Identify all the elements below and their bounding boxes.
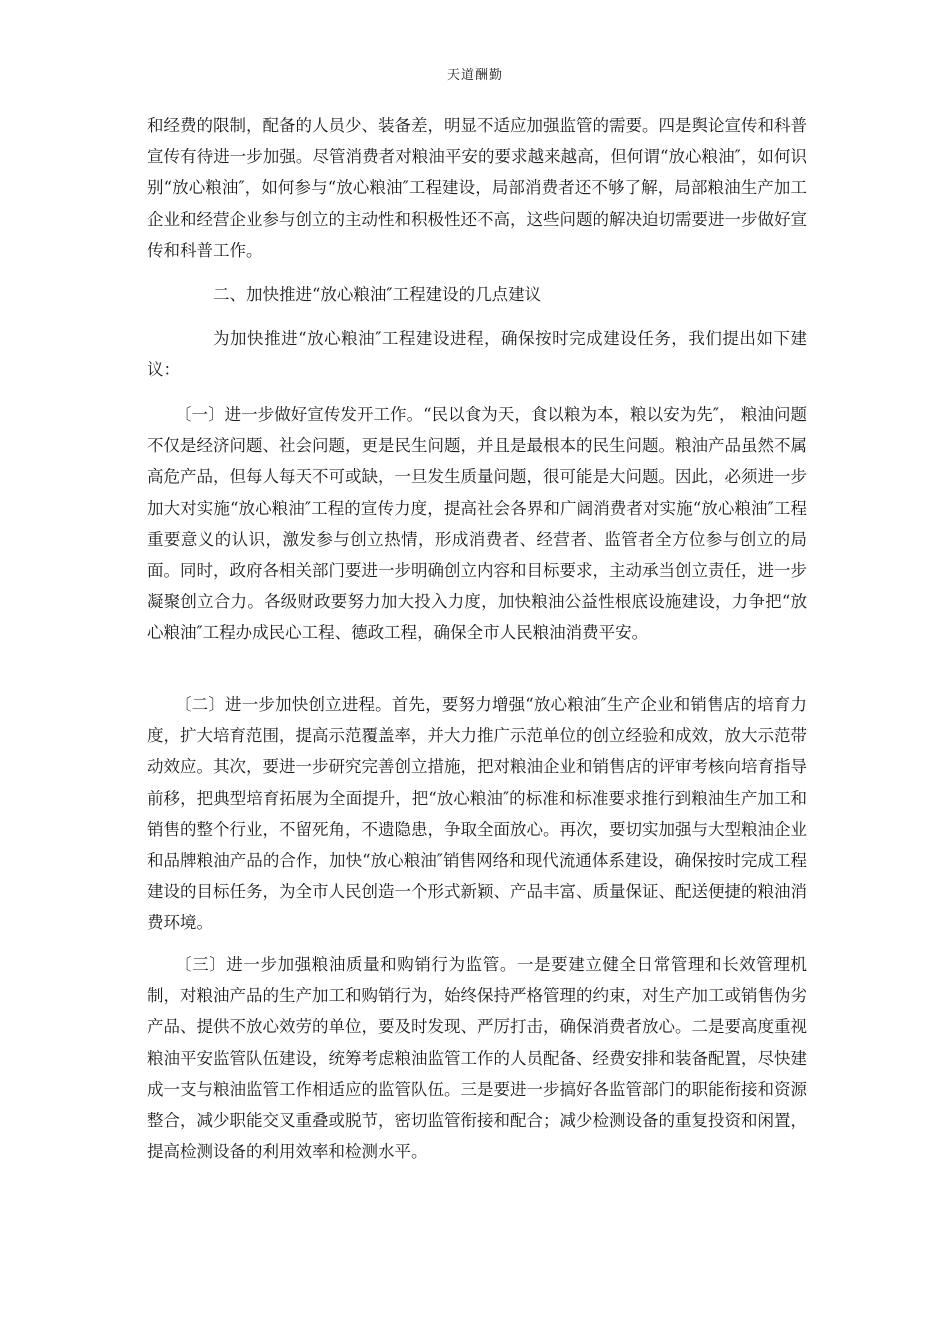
intro-paragraph: 为加快推进“放心粮油″工程建设进程，确保按时完成建设任务，我们提出如下建议： [147,329,807,380]
item-1-paragraph: 〔一〕进一步做好宣传发开工作。“民以食为天，食以粮为本，粮以安为先″， 粮油问题不仅是经济问题、社会问题，更是民生问题，并且是最根本的民生问题。粮油产品虽然不属高危产品，但每人每天不可或缺，一旦发生质量问题，很可能是大问题。因此，必须进一步加大对实施“放心粮油″工程的宣传力度，提高社会各界和广阔消费者对实施“放心粮油″工程重要意义的认识，激发参与创立热情，形成消费者、经营者、监管者全方位参与创立的局面。同时，政府各相关部门要进一步明确创立内容和目标要求，主动承当创立责任，进一步凝聚创立合力。各级财政要努力加大投入力度，加快粮油公益性根底设施建设，力争把“放心粮油″工程办成民心工程、德政工程，确保全市人民粮油消费平安。 [147,405,807,643]
page-header: 天道酬勤 [446,68,503,83]
paragraph-continuation: 和经费的限制，配备的人员少、装备差，明显不适应加强监管的需要。四是舆论宣传和科普宣传有待进一步加强。尽管消费者对粮油平安的要求越来越高，但何谓“放心粮油″，如何识别“放心粮油″，如何参与“放心粮油″工程建设，局部消费者还不够了解，局部粮油生产加工企业和经营企业参与创立的主动性和积极性还不高，这些问题的解决迫切需要进一步做好宣传和科普工作。 [147,116,807,260]
item-3-paragraph: 〔三〕进一步加强粮油质量和购销行为监管。一是要建立健全日常管理和长效管理机制，对粮油产品的生产加工和购销行为，始终保持严格管理的约束，对生产加工或销售伪劣产品、提供不放心效劳的单位，要及时发现、严厉打击，确保消费者放心。二是要高度重视粮油平安监管队伍建设，统筹考虑粮油监管工作的人员配备、经费安排和装备配置，尽快建成一支与粮油监管工作相适应的监管队伍。三是要进一步搞好各监管部门的职能衔接和资源整合，减少职能交叉重叠或脱节，密切监管衔接和配合；减少检测设备的重复投资和闲置，提高检测设备的利用效率和检测水平。 [147,955,807,1162]
item-2-paragraph: 〔二〕进一步加快创立进程。首先，要努力增强“放心粮油″生产企业和销售店的培育力度，扩大培育范围，提高示范覆盖率，并大力推广示范单位的创立经验和成效，放大示范带动效应。其次，要进一步研究完善创立措施，把对粮油企业和销售店的评审考核向培育指导前移，把典型培育拓展为全面提升，把“放心粮油″的标准和标准要求推行到粮油生产加工和销售的整个行业，不留死角，不遗隐患，争取全面放心。再次，要切实加强与大型粮油企业和品牌粮油产品的合作，加快“放心粮油″销售网络和现代流通体系建设，确保按时完成工程建设的目标任务，为全市人民创造一个形式新颖、产品丰富、质量保证、配送便捷的粮油消费环境。 [147,695,807,933]
section-heading: 二、加快推进“放心粮油″工程建设的几点建议 [213,285,542,304]
